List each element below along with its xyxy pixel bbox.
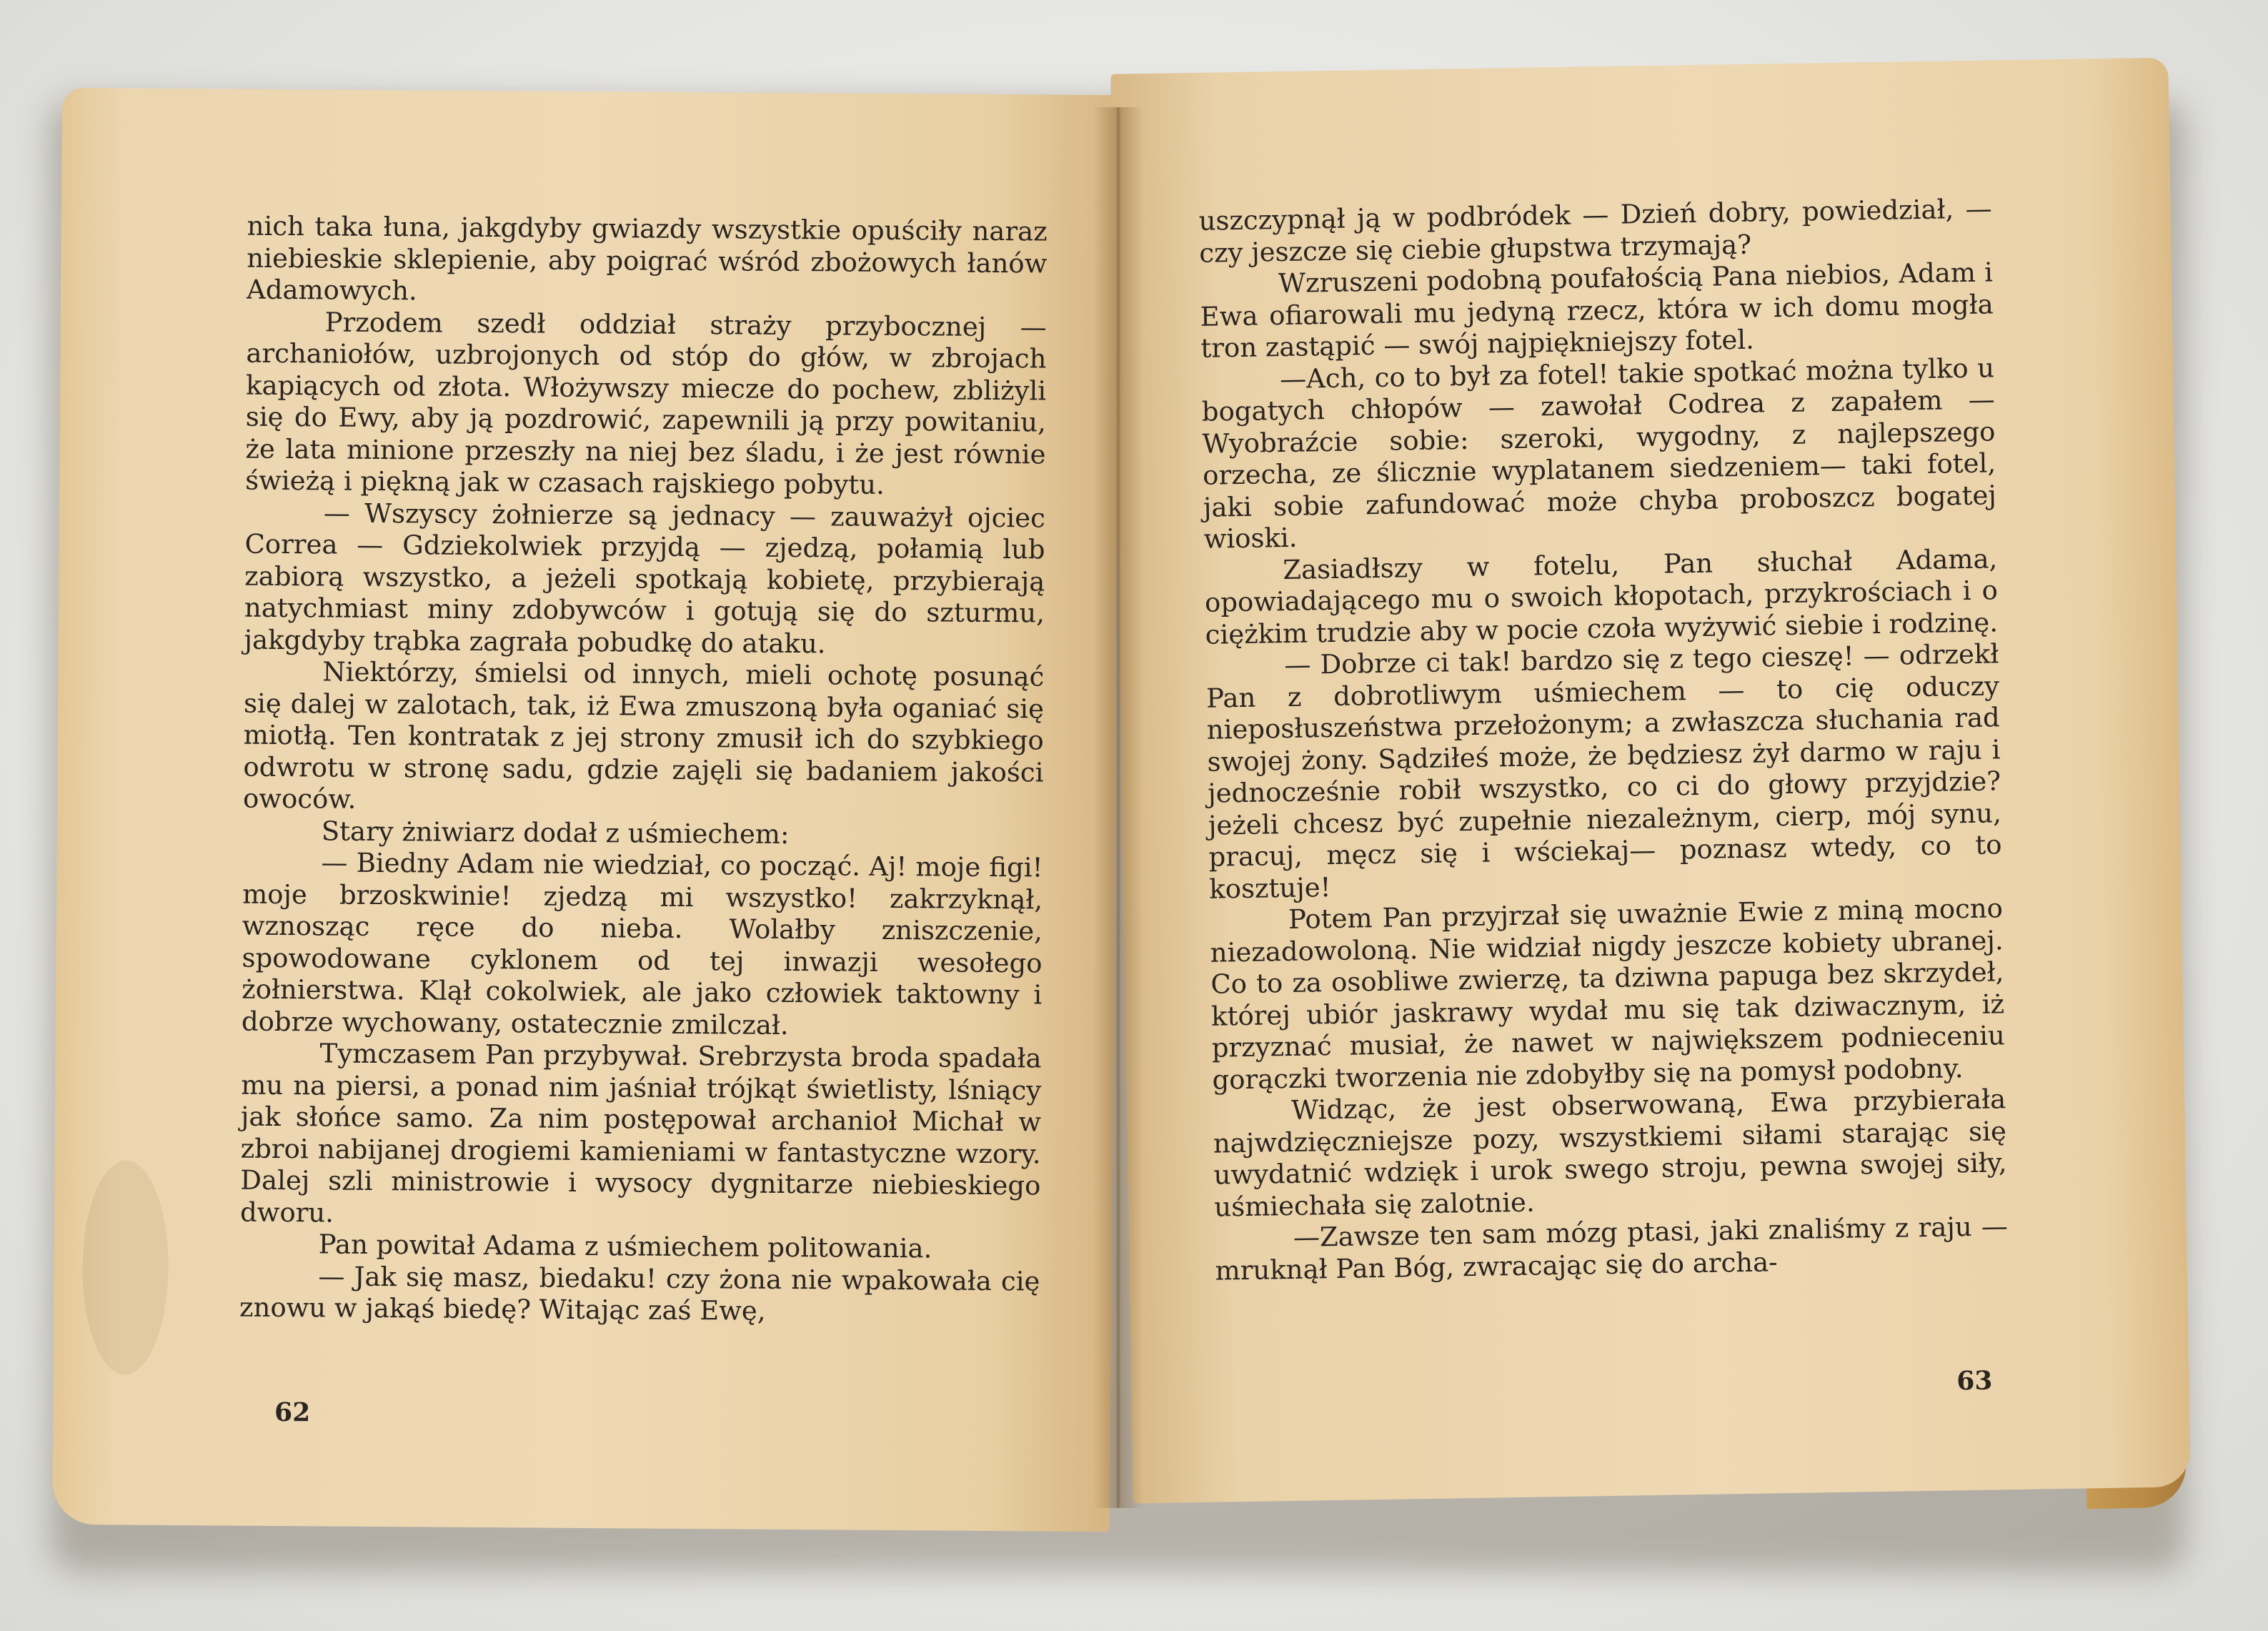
- paragraph: Pan powitał Adama z uśmiechem politowania.: [318, 1229, 932, 1264]
- paragraph: Stary żniwiarz dodał z uśmiechem:: [321, 815, 790, 850]
- right-page-text: [1198, 193, 2009, 1287]
- page-number: 62: [274, 1397, 311, 1428]
- paragraph: —Zawsze ten sam mózg ptasi, jaki znaliśmy z raju — mruknął Pan Bóg, zwracając się do archa-: [1215, 1211, 2009, 1287]
- paragraph: Widząc, że jest obserwowaną, Ewa przybierała najwdzięczniejsze pozy, wszystkiemi siłami starając się uwydatnić wdzięk i urok swego stroju, pewna swojej siły, uśmiechała się zalotnie.: [1213, 1084, 2007, 1223]
- paragraph: Przodem szedł oddział straży przybocznej — archaniołów, uzbrojonych od stóp do głów, w zbrojach kapiących od złota. Włożywszy miecze do pochew, zbliżyli się do Ewy, aby ją pozdrowić, zapewnili ją przy powitaniu, że lata minione przeszły na niej bez śladu, i że jest równie świeżą i piękną jak w czasach rajskiego pobytu.: [245, 306, 1047, 500]
- paragraph: — Biedny Adam nie wiedział, co począć. Aj! moje figi! moje brzoskwinie! zjedzą mi wszystko! zakrzyknął, wznosząc ręce do nieba. Wolałby zniszczenie, spowodowane cyklonem od tej inwazji wesołego żołnierstwa. Klął cokolwiek, ale jako człowiek taktowny i dobrze wychowany, ostatecznie zmilczał.: [241, 847, 1043, 1041]
- left-page: [52, 88, 1120, 1532]
- paragraph: Zasiadłszy w fotelu, Pan słuchał Adama, opowiadającego mu o swoich kłopotach, przykrościach i o ciężkim trudzie aby w pocie czoła wyżywić siebie i rodzinę.: [1204, 542, 1999, 650]
- right-page: [1110, 57, 2190, 1503]
- paragraph: Niektórzy, śmielsi od innych, mieli ochotę posunąć się dalej w zalotach, tak, iż Ewa zmuszoną była oganiać się miotłą. Ten kontratak z jej strony zmusił ich do szybkiego odwrotu w stronę sadu, gdzie zajęli się badaniem jakości owoców.: [242, 656, 1045, 815]
- paragraph: — Dobrze ci tak! bardzo się z tego cieszę! — odrzekł Pan z dobrotliwym uśmiechem — to cię oduczy nieposłuszeństwa przełożonym; a zwłaszcza słuchania rad swojej żony. Sądziłeś może, że będziesz żył darmo w raju i jednocześnie robił wszystko, co ci do głowy przyjdzie? jeżeli chcesz być zupełnie niezależnym, cierp, mój synu, pracuj, męcz się i wściekaj— poznasz wtedy, co to kosztuje!: [1205, 638, 2002, 905]
- page-number: 63: [1956, 1365, 1993, 1397]
- paragraph: Tymczasem Pan przybywał. Srebrzysta broda spadała mu na piersi, a ponad nim jaśniał trójkąt świetlisty, lśniący jak słońce samo. Za nim postępował archanioł Michał w zbroi nabijanej drogiemi kamieniami w fantastyczne wzory. Dalej szli ministrowie i wysocy dygnitarze niebieskiego dworu.: [239, 1038, 1042, 1229]
- book-gutter: [1093, 107, 1143, 1508]
- paragraph: — Wszyscy żołnierze są jednacy — zauważył ojciec Correa — Gdziekolwiek przyjdą — zjedzą, połamią lub zabiorą wszystko, a jeżeli spotkają kobietę, przybierają natychmiast miny zdobywców i gotują się do szturmu, jakgdyby trąbka zagrała pobudkę do ataku.: [244, 497, 1046, 659]
- paragraph: nich taka łuna, jakgdyby gwiazdy wszystkie opuściły naraz niebieskie sklepienie, aby poigrać wśród zbożowych łanów Adamowych.: [246, 210, 1048, 307]
- paragraph: Potem Pan przyjrzał się uważnie Ewie z miną mocno niezadowoloną. Nie widział nigdy jeszcze kobiety ubranej. Co to za osobliwe zwierzę, ta dziwna papuga bez skrzydeł, której ubiór jaskrawy wydał mu się tak dziwacznym, iż przyznać musiał, że nawet w największem podnieceniu gorączki tworzenia nie zdobyłby się na pomysł podobny.: [1210, 893, 2006, 1096]
- paragraph: uszczypnął ją w podbródek — Dzień dobry, powiedział, — czy jeszcze się ciebie głupstwa trzymają?: [1198, 193, 1992, 269]
- page-stain: [81, 1160, 169, 1375]
- paragraph: — Jak się masz, biedaku! czy żona nie wpakowała cię znowu w jakąś biedę? Witając zaś Ewę,: [239, 1260, 1040, 1327]
- paragraph: Wzruszeni podobną poufałością Pana niebios, Adam i Ewa ofiarowali mu jedyną rzecz, która w ich domu mogła tron zastąpić — swój najpiękniejszy fotel.: [1200, 257, 1994, 364]
- left-page-text: [239, 211, 1048, 1329]
- paragraph: —Ach, co to był za fotel! takie spotkać można tylko u bogatych chłopów — zawołał Codrea z zapałem — Wyobraźcie sobie: szeroki, wygodny, z najlepszego orzecha, ze ślicznie wyplatanem siedzeniem— taki fotel, jaki sobie zafundować może chyba proboszcz bogatej wioski.: [1201, 352, 1997, 555]
